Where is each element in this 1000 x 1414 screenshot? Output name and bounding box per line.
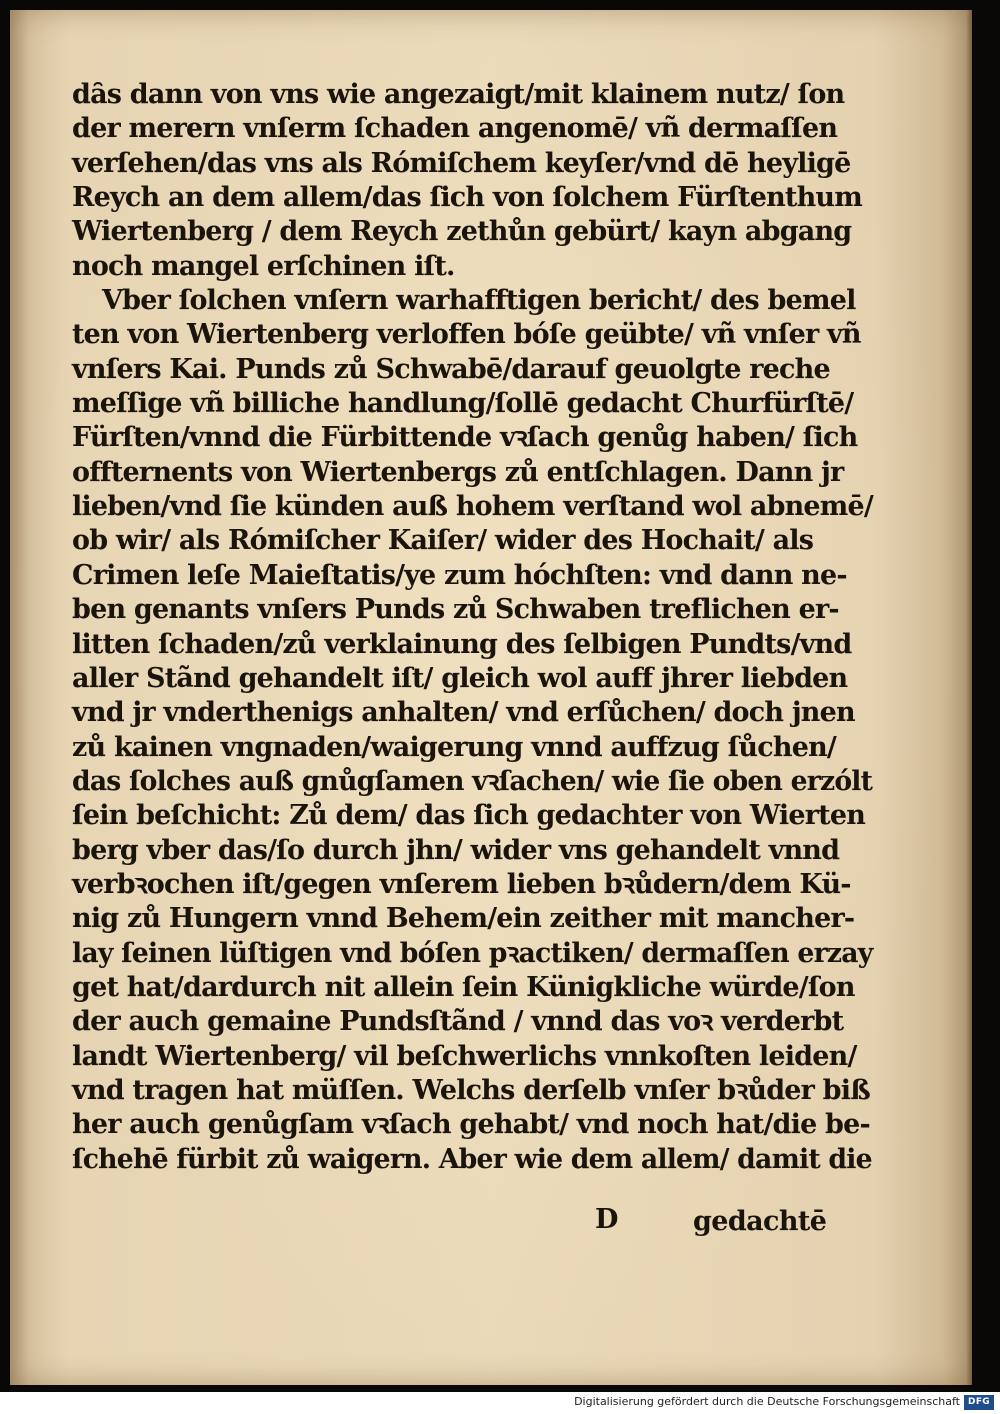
catchline [10,1204,972,1240]
text-line: vnſers Kai. Punds zů Schwabē/darauf geuolgte reche [72,353,830,385]
dfg-logo-icon: DFG [964,1395,994,1410]
text-line: litten ſchaden/zů verklainung des ſelbigen Pundts/vnd [72,628,852,660]
page-edge-shadow [966,10,972,1385]
text-line: ob wir/ als Rómiſcher Kaiſer/ wider des Hochait/ als [72,525,814,557]
text-line: verſehen/das vns als Rómiſchem keyſer/vnd dē heyligē [72,147,851,179]
text-line: ſchehē fürbit zů waigern. Aber wie dem allem/ damit die [72,1143,872,1175]
text-line: berg vber das/ſo durch jhn/ wider vns gehandelt vnnd [72,834,840,866]
book-page [10,10,972,1385]
text-line: dȃs dann von vns wie angezaigt/mit klainem nutz/ ſon [72,79,845,110]
text-line: der merern vnſerm ſchaden angenomē/ vñ dermaſſen [72,113,838,145]
text-line: Fürſten/vnnd die Fürbittende vꝛſach genůg haben/ ſich [72,422,858,454]
text-line: vnd tragen hat müſſen. Welchs derſelb vnſer bꝛůder biß [72,1074,870,1106]
signature-mark: D [595,1204,619,1235]
text-line: lieben/vnd ſie künden auß hohem verſtand wol abnemē/ [72,491,873,523]
text-line: vnd jr vnderthenigs anhalten/ vnd erſůchen/ doch jnen [72,697,855,729]
text-line: aller Stãnd gehandelt iſt/ gleich wol auff jhrer liebden [72,662,848,694]
catchword: gedachtē [693,1206,827,1237]
text-line: ten von Wiertenberg verloffen bóſe geübte/ vñ vnſer vñ [72,319,861,351]
text-line: ſein beſchicht: Zů dem/ das ſich gedachter von Wierten [72,800,866,832]
text-line: Crimen leſe Maieſtatis/ye zum hóchſten: vnd dann ne- [72,559,847,591]
text-line: Wiertenberg / dem Reych zethůn gebürt/ kayn abgang [72,216,852,248]
text-line: zů kainen vngnaden/waigerung vnnd auffzug ſůchen/ [72,731,836,763]
text-line: Vber ſolchen vnſern warhafftigen bericht/ des bemel [102,285,856,317]
footer-bar [0,1392,1000,1414]
text-line: Reych an dem allem/das ſich von ſolchem Fürſtenthum [72,182,863,214]
text-line: meſſige vñ billiche handlung/ſollē gedacht Churfürſtē/ [72,388,854,420]
text-line: lay ſeinen lüſtigen vnd bóſen pꝛactiken/ dermaſſen erzay [72,937,873,969]
text-line: das ſolches auß gnůgſamen vꝛſachen/ wie ſie oben erzólt [72,765,873,797]
text-line: get hat/dardurch nit allein ſein Künigkliche würde/ſon [72,971,855,1003]
text-block [72,78,873,1177]
text-line: ben genants vnſers Punds zů Schwaben treflichen er- [72,594,839,626]
text-line: der auch gemaine Pundsſtãnd / vnnd das voꝛ verderbt [72,1006,844,1038]
text-line: offternents von Wiertenbergs zů entſchlagen. Dann jr [72,456,844,488]
text-line: landt Wiertenberg/ vil beſchwerlichs vnnkoſten leiden/ [72,1040,857,1072]
text-line: noch mangel erſchinen iſt. [72,250,455,282]
text-line: nig zů Hungern vnnd Behem/ein zeither mit mancher- [72,903,855,935]
footer-credit: Digitalisierung gefördert durch die Deutsche Forschungsgemeinschaft [574,1395,960,1408]
text-line: her auch genůgſam vꝛſach gehabt/ vnd noch hat/die be- [72,1109,870,1141]
text-line: verbꝛochen iſt/gegen vnſerem lieben bꝛůdern/dem Kü- [72,868,851,900]
